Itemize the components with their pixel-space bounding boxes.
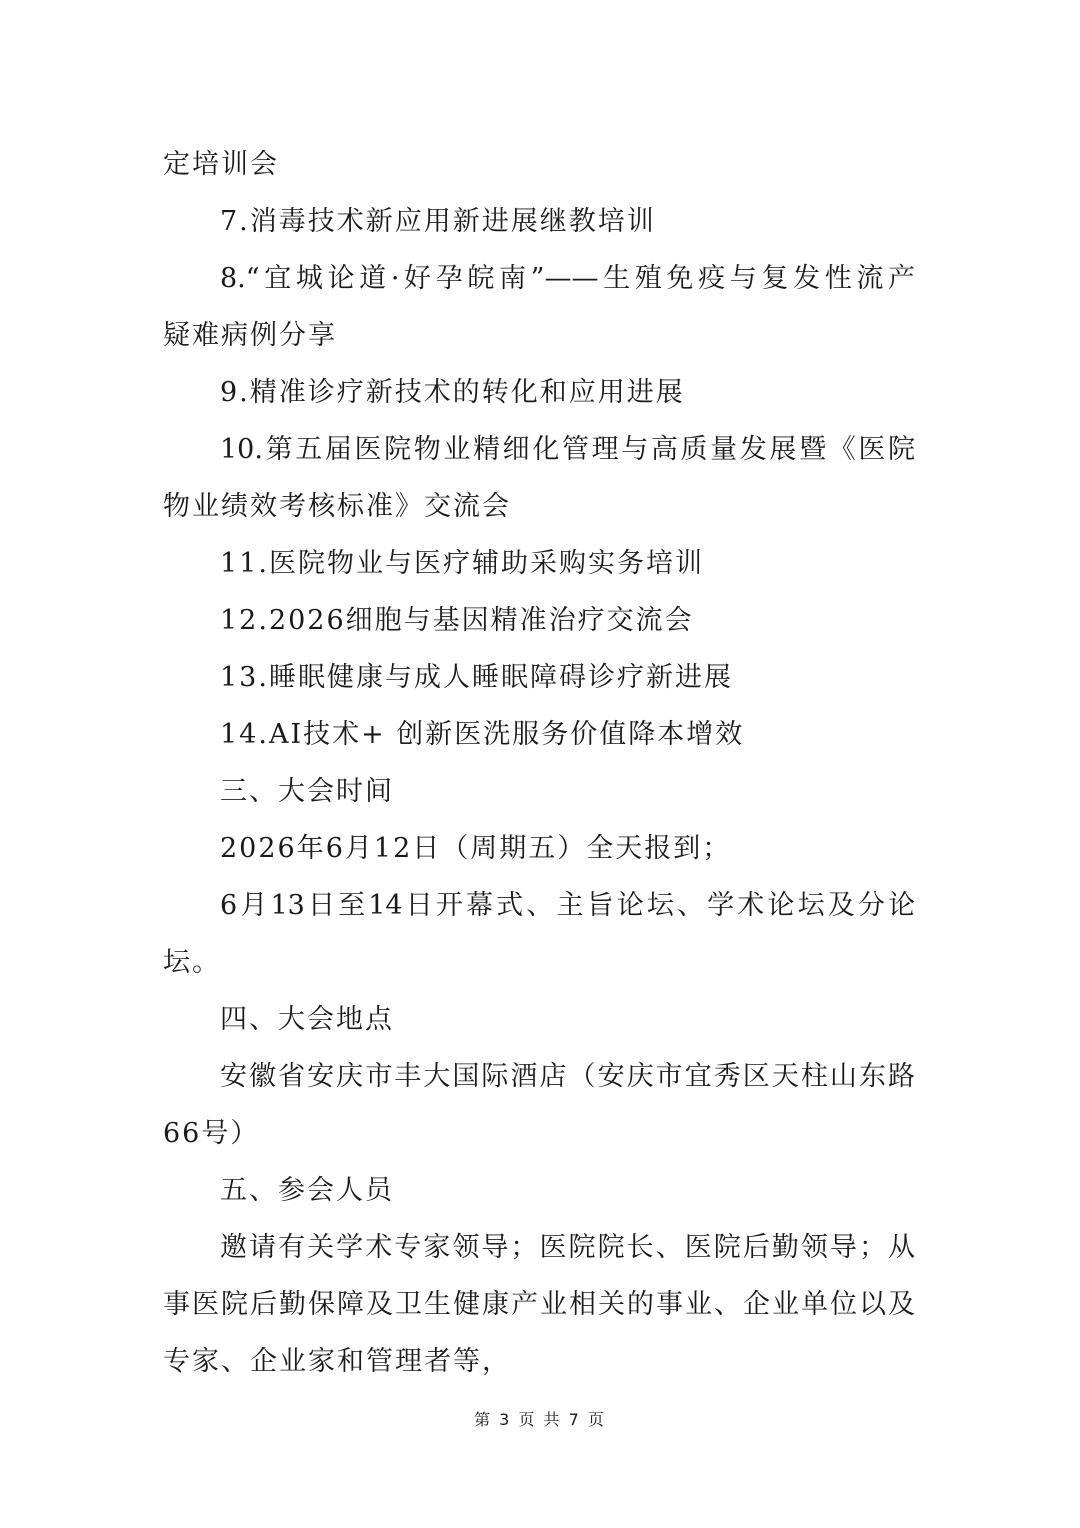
- text-line: 疑难病例分享: [163, 320, 337, 351]
- text-line: 7.消毒技术新应用新进展继教培训: [220, 206, 656, 237]
- text-line: 66号）: [163, 1118, 260, 1149]
- text-line: 邀请有关学术专家领导；医院院长、医院后勤领导；从: [220, 1232, 915, 1263]
- text-line: 11.医院物业与医疗辅助采购实务培训: [220, 548, 704, 579]
- text-line: 12.2026细胞与基因精准治疗交流会: [220, 605, 694, 636]
- text-line: 定培训会: [163, 149, 279, 180]
- text-line: 坛。: [163, 947, 221, 978]
- text-line: 8.“宜城论道·好孕皖南”——生殖免疫与复发性流产: [220, 263, 915, 294]
- text-line: 物业绩效考核标准》交流会: [163, 491, 511, 522]
- text-line: 2026年6月12日（周期五）全天报到；: [220, 833, 732, 864]
- text-line: 事医院后勤保障及卫生健康产业相关的事业、企业单位以及: [163, 1289, 915, 1320]
- text-line: 9.精准诊疗新技术的转化和应用进展: [220, 377, 685, 408]
- page-number-footer: 第 3 页 共 7 页: [474, 1410, 606, 1429]
- text-line: 13.睡眠健康与成人睡眠障碍诊疗新进展: [220, 662, 733, 693]
- section-heading: 三、大会时间: [220, 776, 394, 807]
- text-line: 专家、企业家和管理者等，: [163, 1346, 511, 1377]
- text-line: 6月13日至14日开幕式、主旨论坛、学术论坛及分论: [220, 890, 915, 921]
- text-line: 10.第五届医院物业精细化管理与高质量发展暨《医院: [220, 434, 915, 465]
- section-heading: 四、大会地点: [220, 1004, 394, 1035]
- section-heading: 五、参会人员: [220, 1175, 394, 1206]
- text-line: 14.AI技术+ 创新医洗服务价值降本增效: [220, 719, 745, 750]
- text-line: 安徽省安庆市丰大国际酒店（安庆市宜秀区天柱山东路: [220, 1061, 915, 1092]
